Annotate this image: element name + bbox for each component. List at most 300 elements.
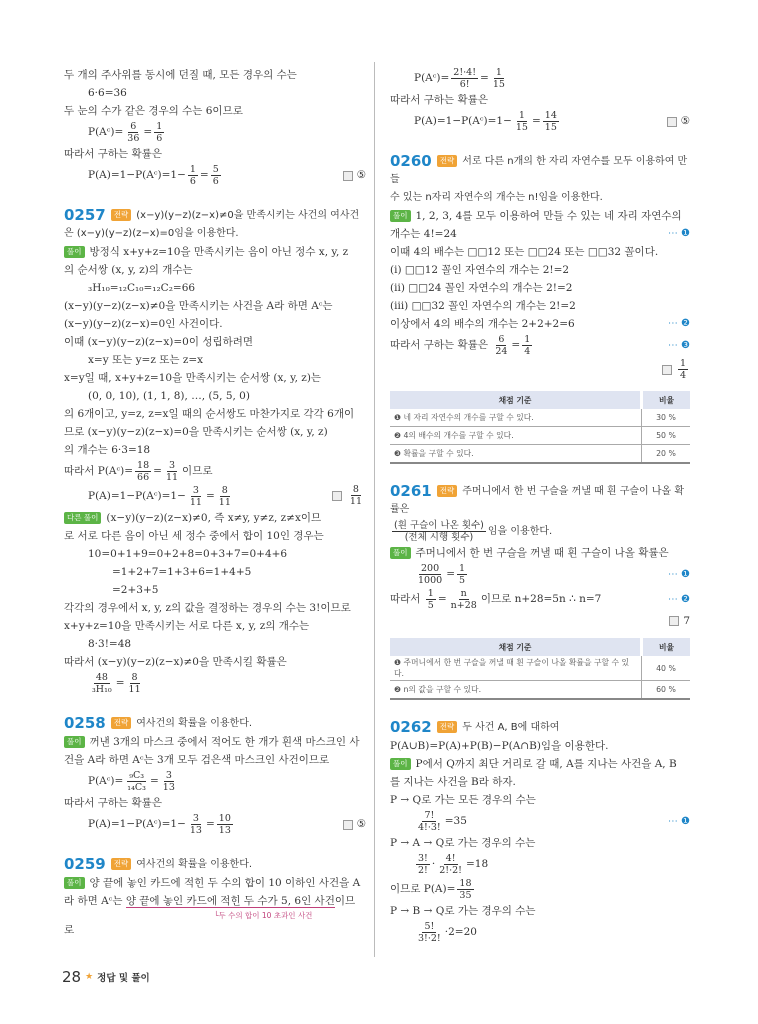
- problem-header: [64, 714, 366, 733]
- text-line: [64, 617, 366, 635]
- solution-badge: 풀이: [390, 758, 411, 770]
- fraction: [457, 878, 473, 901]
- text-line: [64, 581, 366, 599]
- answer: [662, 358, 690, 381]
- table-header-row: [390, 391, 690, 409]
- denominator: 11: [165, 471, 179, 483]
- underlined-text: 양 끝에 놓인 카드에 적힌 두 수가 5, 6인 사건: [125, 895, 335, 907]
- text-line: [390, 755, 690, 773]
- table-row: [390, 427, 690, 445]
- text-run: P(A)=1−P(Aᶜ)=1−: [414, 115, 512, 127]
- text-line: [64, 563, 366, 581]
- table-cell: ❶ 주머니에서 한 번 구슬을 꺼낼 때 흰 구슬이 나올 확률을 구할 수 있다.: [390, 656, 642, 681]
- text-line: [390, 109, 690, 134]
- fraction: [522, 334, 532, 357]
- numerator: 3!: [418, 852, 428, 864]
- table-cell: ❸ 확률을 구할 수 있다.: [390, 445, 642, 464]
- fraction: [392, 520, 486, 543]
- text-run: =: [115, 677, 125, 689]
- denominator: ₃H₁₀: [92, 683, 112, 695]
- table-cell: 50 %: [642, 427, 691, 445]
- text-line: [64, 243, 366, 261]
- text-run: 이상에서 4의 배수의 개수는 2+2+2=6: [390, 318, 575, 330]
- text-run: P(A)=1−P(Aᶜ)=1−: [88, 818, 186, 830]
- solution-badge: 풀이: [390, 547, 411, 559]
- numerator: 1: [189, 163, 196, 175]
- denominator: 5: [427, 599, 434, 611]
- text-line: [390, 773, 690, 791]
- text-line: [390, 189, 690, 207]
- text-run: 따라서 구하는 확률은: [390, 94, 488, 106]
- denominator: 6: [212, 175, 219, 187]
- numerator: 5!: [424, 920, 435, 932]
- text-line: [390, 852, 690, 877]
- text-run: ₃H₁₀=₁₂C₁₀=₁₂C₂=66: [88, 282, 196, 294]
- table-header-cell: 채점 기준: [390, 638, 642, 656]
- fraction: [135, 460, 151, 483]
- numerator: 10: [218, 812, 231, 824]
- denominator: n+28: [450, 599, 477, 611]
- text-run: 따라서: [390, 593, 424, 605]
- strategy-badge: 전략: [437, 155, 458, 167]
- text-run: P(Aᶜ)=: [88, 126, 124, 138]
- text-run: ·: [431, 858, 436, 870]
- text-line: [390, 519, 690, 544]
- denominator: 6: [189, 175, 196, 187]
- problem-header: [390, 152, 690, 189]
- text-run: 8·3!=48: [88, 638, 132, 650]
- denominator: 13: [218, 824, 231, 836]
- fraction: [416, 563, 444, 586]
- text-line: [390, 315, 690, 333]
- fraction: [493, 334, 509, 357]
- text-line: [390, 358, 690, 383]
- text-run: ⑤: [356, 169, 366, 181]
- problem-header: [64, 855, 366, 874]
- fraction: [217, 485, 233, 508]
- text-run: 7: [683, 615, 690, 627]
- star-icon: ★: [85, 972, 94, 982]
- denominator: 4: [524, 345, 531, 357]
- answer: [669, 612, 690, 630]
- numerator: 3: [192, 812, 199, 824]
- numerator: 8: [352, 484, 359, 495]
- numerator: 18: [459, 877, 472, 889]
- text-line: [64, 794, 366, 812]
- text-line: [390, 333, 690, 358]
- table-row: [390, 681, 690, 700]
- numerator: 3: [168, 459, 176, 471]
- fraction: [514, 110, 530, 133]
- text-run: =: [199, 169, 209, 181]
- numerator: 200: [421, 562, 440, 574]
- numerator: 1: [459, 562, 466, 574]
- text-line: [64, 812, 366, 837]
- table-cell: 20 %: [642, 445, 691, 464]
- text-line: [64, 66, 366, 84]
- text-run: =: [511, 339, 521, 351]
- text-line: [64, 769, 366, 794]
- problem-header: [390, 482, 690, 519]
- text-line: [64, 405, 366, 423]
- answer: [343, 812, 366, 837]
- text-run: (x−y)(y−z)(z−x)≠0을 만족시키는 사건의 여사건: [136, 210, 360, 221]
- problem-number: 0259: [64, 855, 106, 873]
- problem-number: 0258: [64, 714, 106, 732]
- step-marker: ⋯ ❷: [667, 594, 690, 605]
- annotation-note: └두 수의 합이 10 초과인 사건: [214, 911, 313, 920]
- text-line: [390, 612, 690, 630]
- text-run: 주머니에서 한 번 구슬을 꺼낼 때 흰 구슬이 나올 확률은: [415, 547, 669, 559]
- denominator: 11: [218, 496, 231, 508]
- numerator: (흰 구슬이 나온 횟수): [394, 519, 484, 531]
- text-run: x=y일 때, x+y+z=10을 만족시키는 순서쌍 (x, y, z)는: [64, 372, 322, 384]
- problem-number: 0257: [64, 206, 106, 224]
- denominator: 13: [189, 824, 202, 836]
- text-line: [64, 297, 366, 315]
- text-run: =2+3+5: [112, 584, 159, 596]
- text-line: [64, 509, 366, 527]
- text-run: ⑤: [680, 115, 690, 127]
- fraction: [161, 770, 177, 793]
- text-line: [390, 243, 690, 261]
- numerator: 8: [221, 484, 228, 496]
- numerator: n: [460, 587, 467, 599]
- text-run: 여사건의 확률을 이용한다.: [136, 859, 253, 870]
- denominator: 11: [189, 496, 202, 508]
- text-run: 라 하면 Aᶜ는: [64, 895, 126, 907]
- text-line: [390, 920, 690, 945]
- fraction: [437, 853, 464, 876]
- fraction: [188, 164, 198, 187]
- solution-badge: 풀이: [64, 877, 85, 889]
- text-run: x=y 또는 y=z 또는 z=x: [88, 354, 204, 366]
- step-marker: ⋯ ❷: [667, 318, 690, 329]
- text-line: [64, 84, 366, 102]
- solution-badge: 풀이: [64, 736, 85, 748]
- text-line: [390, 737, 690, 755]
- right-column: [390, 66, 690, 945]
- text-line: [64, 874, 366, 892]
- text-run: =: [446, 568, 455, 580]
- text-run: P → Q로 가는 모든 경우의 수는: [390, 794, 536, 806]
- text-run: P(Aᶜ)=: [414, 72, 450, 84]
- numerator: 3: [165, 769, 172, 781]
- denominator: 66: [137, 471, 150, 483]
- problem-number: 0260: [390, 152, 432, 170]
- text-line: [64, 102, 366, 120]
- answer-icon: [669, 616, 679, 626]
- text-line: [390, 91, 690, 109]
- text-run: (0, 0, 10), (1, 1, 8), …, (5, 5, 0): [88, 390, 250, 402]
- text-line: [64, 423, 366, 441]
- text-run: 따라서 (x−y)(y−z)(z−x)≠0을 만족시킬 확률은: [64, 656, 287, 668]
- text-run: P → B → Q로 가는 경우의 수는: [390, 905, 536, 917]
- text-run: (x−y)(y−z)(z−x)=0인 사건이다.: [64, 318, 223, 330]
- table-cell: 40 %: [642, 656, 691, 681]
- table-row: [390, 445, 690, 464]
- alt-solution-badge: 다른 풀이: [64, 512, 101, 524]
- text-run: 로 서로 다른 음이 아닌 세 정수 중에서 합이 10인 경우는: [64, 530, 324, 542]
- text-run: 므로 (x−y)(y−z)(z−x)=0을 만족시키는 순서쌍 (x, y, z): [64, 426, 328, 438]
- denominator: 13: [162, 781, 175, 793]
- denominator: 11: [349, 496, 362, 507]
- text-run: x+y+z=10을 만족시키는 서로 다른 x, y, z의 개수는: [64, 620, 310, 632]
- table-header-row: [390, 638, 690, 656]
- text-run: 따라서 P(Aᶜ)=: [64, 465, 134, 477]
- text-line: [64, 145, 366, 163]
- text-run: (x−y)(y−z)(z−x)≠0을 만족시키는 사건을 A라 하면 Aᶜ는: [64, 300, 333, 312]
- numerator: 5: [212, 163, 219, 175]
- text-run: 를 지나는 사건을 B라 하자.: [390, 776, 516, 788]
- text-run: =: [205, 818, 215, 830]
- fraction: [211, 164, 221, 187]
- page-footer: [62, 968, 150, 986]
- problem-number: 0262: [390, 718, 432, 736]
- fraction: [416, 921, 443, 944]
- text-run: 이므로 P(A)=: [390, 883, 456, 895]
- text-run: 의 6개이고, y=z, z=x일 때의 순서쌍도 마찬가지로 각각 6개이: [64, 408, 355, 420]
- text-line: [64, 653, 366, 671]
- text-line: [64, 527, 366, 545]
- fraction: [188, 485, 204, 508]
- text-line: [64, 315, 366, 333]
- fraction: [127, 672, 143, 695]
- left-column: [64, 66, 366, 939]
- numerator: 14: [544, 109, 557, 121]
- denominator: 3!·2!: [418, 932, 441, 944]
- numerator: 6: [130, 120, 137, 132]
- text-run: (ⅱ) □□24 꼴인 자연수의 개수는 2!=2: [390, 282, 573, 294]
- text-run: 개수는 4!=24: [390, 228, 457, 240]
- text-run: 이므: [334, 895, 356, 907]
- denominator: (전체 시행 횟수): [404, 531, 474, 543]
- text-run: 이때 (x−y)(y−z)(z−x)=0이 성립하려면: [64, 336, 254, 348]
- numerator: 1: [679, 358, 686, 369]
- text-line: [64, 751, 366, 769]
- answer-icon: [667, 117, 677, 127]
- denominator: 4!·3!: [418, 821, 441, 833]
- denominator: 2!·2!: [439, 864, 462, 876]
- denominator: 5: [459, 574, 466, 586]
- answer: [667, 109, 690, 134]
- text-run: 여사건의 확률을 이용한다.: [136, 718, 253, 729]
- numerator: 8: [131, 671, 138, 683]
- table-cell: ❷ 4의 배수의 개수를 구할 수 있다.: [390, 427, 642, 445]
- text-line: [390, 279, 690, 297]
- page-number: 28: [62, 968, 82, 986]
- step-marker: ⋯ ❶: [667, 569, 690, 580]
- text-line: [390, 587, 690, 612]
- text-run: 이때 4의 배수는 □□12 또는 □□24 또는 □□32 꼴이다.: [390, 246, 659, 258]
- strategy-badge: 전략: [111, 209, 132, 221]
- text-line: [64, 599, 366, 617]
- text-run: (x−y)(y−z)(z−x)≠0, 즉 x≠y, y≠z, z≠x이므: [106, 512, 322, 524]
- text-run: 의 순서쌍 (x, y, z)의 개수는: [64, 264, 193, 276]
- text-line: [64, 369, 366, 387]
- text-line: [390, 261, 690, 279]
- text-run: =: [480, 72, 489, 84]
- text-run: 방정식 x+y+z=10을 만족시키는 음이 아닌 정수 x, y, z: [89, 246, 349, 258]
- scoring-criteria-table: [390, 391, 690, 464]
- strategy-badge: 전략: [437, 721, 458, 733]
- text-run: 두 개의 주사위를 동시에 던질 때, 모든 경우의 수는: [64, 69, 297, 81]
- text-run: 꺼낸 3개의 마스크 중에서 적어도 한 개가 흰색 마스크인 사: [89, 736, 360, 748]
- text-run: =1+2+7=1+3+6=1+4+5: [112, 566, 252, 578]
- text-run: P → A → Q로 가는 경우의 수는: [390, 837, 536, 849]
- fraction: [416, 853, 430, 876]
- table-cell: 30 %: [642, 409, 691, 427]
- denominator: 36: [127, 132, 140, 144]
- text-line: [64, 333, 366, 351]
- answer-icon: [343, 820, 353, 830]
- text-run: 양 끝에 놓인 카드에 적힌 두 수의 합이 10 이하인 사건을 A: [89, 877, 361, 889]
- answer-icon: [662, 365, 672, 375]
- text-line: [64, 261, 366, 279]
- fraction: [125, 121, 141, 144]
- text-line: [64, 545, 366, 563]
- table-header-cell: 채점 기준: [390, 391, 642, 409]
- fraction: [678, 358, 688, 381]
- text-run: =35: [444, 815, 467, 827]
- text-line: [64, 459, 366, 484]
- text-line: [64, 279, 366, 297]
- text-run: 6·6=36: [88, 87, 127, 99]
- denominator: ₁₄C₃: [127, 781, 146, 793]
- footer-title: 정답 및 풀이: [97, 973, 150, 984]
- text-run: 따라서 구하는 확률은: [64, 148, 162, 160]
- text-line: [64, 387, 366, 405]
- numerator: 3: [192, 484, 199, 496]
- step-marker: ⋯ ❶: [667, 816, 690, 827]
- solution-badge: 풀이: [64, 246, 85, 258]
- text-run: P(A)=1−P(Aᶜ)=1−: [88, 169, 186, 181]
- text-run: =: [149, 775, 159, 787]
- text-line: [64, 163, 366, 188]
- answer: [332, 484, 366, 507]
- text-run: P(Aᶜ)=: [88, 775, 124, 787]
- text-line: [64, 484, 366, 509]
- text-line: [64, 351, 366, 369]
- text-line: [390, 877, 690, 902]
- strategy-badge: 전략: [437, 485, 458, 497]
- numerator: 2!·4!: [453, 66, 477, 78]
- numerator: 18: [137, 459, 150, 471]
- denominator: 6: [156, 132, 163, 144]
- text-run: (ⅲ) □□32 꼴인 자연수의 개수는 2!=2: [390, 300, 576, 312]
- fraction: [90, 672, 114, 695]
- text-run: 은 (x−y)(y−z)(z−x)=0임을 이용한다.: [64, 228, 239, 239]
- text-run: (ⅰ) □□12 꼴인 자연수의 개수는 2!=2: [390, 264, 570, 276]
- fraction: [449, 588, 479, 611]
- table-row: [390, 656, 690, 681]
- text-run: =18: [465, 858, 489, 870]
- text-line: [64, 441, 366, 459]
- text-run: P(A)=1−P(Aᶜ)=1−: [88, 490, 186, 502]
- text-run: =: [437, 593, 447, 605]
- text-run: 10=0+1+9=0+2+8=0+3+7=0+4+6: [88, 548, 288, 560]
- problem-number: 0261: [390, 482, 432, 500]
- denominator: 15: [544, 121, 557, 133]
- table-cell: ❷ n의 값을 구할 수 있다.: [390, 681, 642, 700]
- table-header-cell: 비율: [642, 638, 691, 656]
- numerator: 1: [156, 120, 163, 132]
- numerator: 6: [498, 333, 505, 345]
- text-line: [390, 207, 690, 225]
- text-line: [390, 809, 690, 834]
- step-marker: ⋯ ❸: [667, 340, 690, 351]
- table-cell: ❶ 네 자리 자연수의 개수를 구할 수 있다.: [390, 409, 642, 427]
- fraction: [348, 484, 364, 507]
- numerator: 4!: [445, 852, 456, 864]
- problem-header: [390, 718, 690, 737]
- text-line: [64, 120, 366, 145]
- table-header-cell: 비율: [642, 391, 691, 409]
- text-line: [64, 671, 366, 696]
- text-run: P에서 Q까지 최단 거리로 갈 때, A를 지나는 사건을 A, B: [415, 758, 677, 770]
- denominator: 4: [679, 370, 686, 381]
- text-run: ·2=20: [444, 926, 477, 938]
- denominator: 15: [515, 121, 528, 133]
- fraction: [125, 770, 148, 793]
- fraction: [164, 460, 180, 483]
- table-row: [390, 409, 690, 427]
- text-run: ⑤: [356, 818, 366, 830]
- numerator: 1: [524, 333, 531, 345]
- answer: [343, 163, 366, 188]
- text-run: 따라서 구하는 확률은: [390, 339, 492, 351]
- text-run: =: [531, 115, 541, 127]
- numerator: 7!: [424, 809, 435, 821]
- text-line: [390, 791, 690, 809]
- numerator: 48: [95, 671, 108, 683]
- text-run: 서로 다른 n개의 한 자리 자연수를 모두 이용하여 만들: [390, 156, 688, 185]
- strategy-badge: 전략: [111, 858, 132, 870]
- text-line: [64, 225, 366, 243]
- denominator: 15: [492, 78, 505, 90]
- fraction: [426, 588, 436, 611]
- text-run: 수 있는 n자리 자연수의 개수는 n!임을 이용한다.: [390, 192, 603, 203]
- fraction: [451, 67, 478, 90]
- fraction: [491, 67, 507, 90]
- denominator: 35: [459, 889, 472, 901]
- problem-header: [64, 206, 366, 225]
- text-line: [64, 921, 366, 939]
- text-line: [64, 635, 366, 653]
- denominator: 6!: [459, 78, 470, 90]
- strategy-badge: 전략: [111, 717, 132, 729]
- fraction: [154, 121, 164, 144]
- fraction: [457, 563, 467, 586]
- answer-icon: [343, 171, 353, 181]
- text-line: [390, 297, 690, 315]
- fraction: [217, 813, 233, 836]
- text-line: [390, 544, 690, 562]
- text-run: 이므로 n+28=5n ∴ n=7: [480, 593, 602, 605]
- text-run: 두 사건 A, B에 대하여: [462, 722, 560, 733]
- text-run: 건을 A라 하면 Aᶜ는 3개 모두 검은색 마스크인 사건이므로: [64, 754, 330, 766]
- text-run: 두 눈의 수가 같은 경우의 수는 6이므로: [64, 105, 243, 117]
- numerator: 1: [427, 587, 434, 599]
- denominator: 11: [128, 683, 141, 695]
- text-line: [390, 66, 690, 91]
- text-run: =: [205, 490, 215, 502]
- text-run: 따라서 구하는 확률은: [64, 797, 162, 809]
- text-run: =: [153, 465, 162, 477]
- text-run: P(A∪B)=P(A)+P(B)−P(A∩B)임을 이용한다.: [390, 740, 609, 752]
- text-run: 각각의 경우에서 x, y, z의 값을 결정하는 경우의 수는 3!이므로: [64, 602, 351, 614]
- text-run: 로: [64, 924, 75, 936]
